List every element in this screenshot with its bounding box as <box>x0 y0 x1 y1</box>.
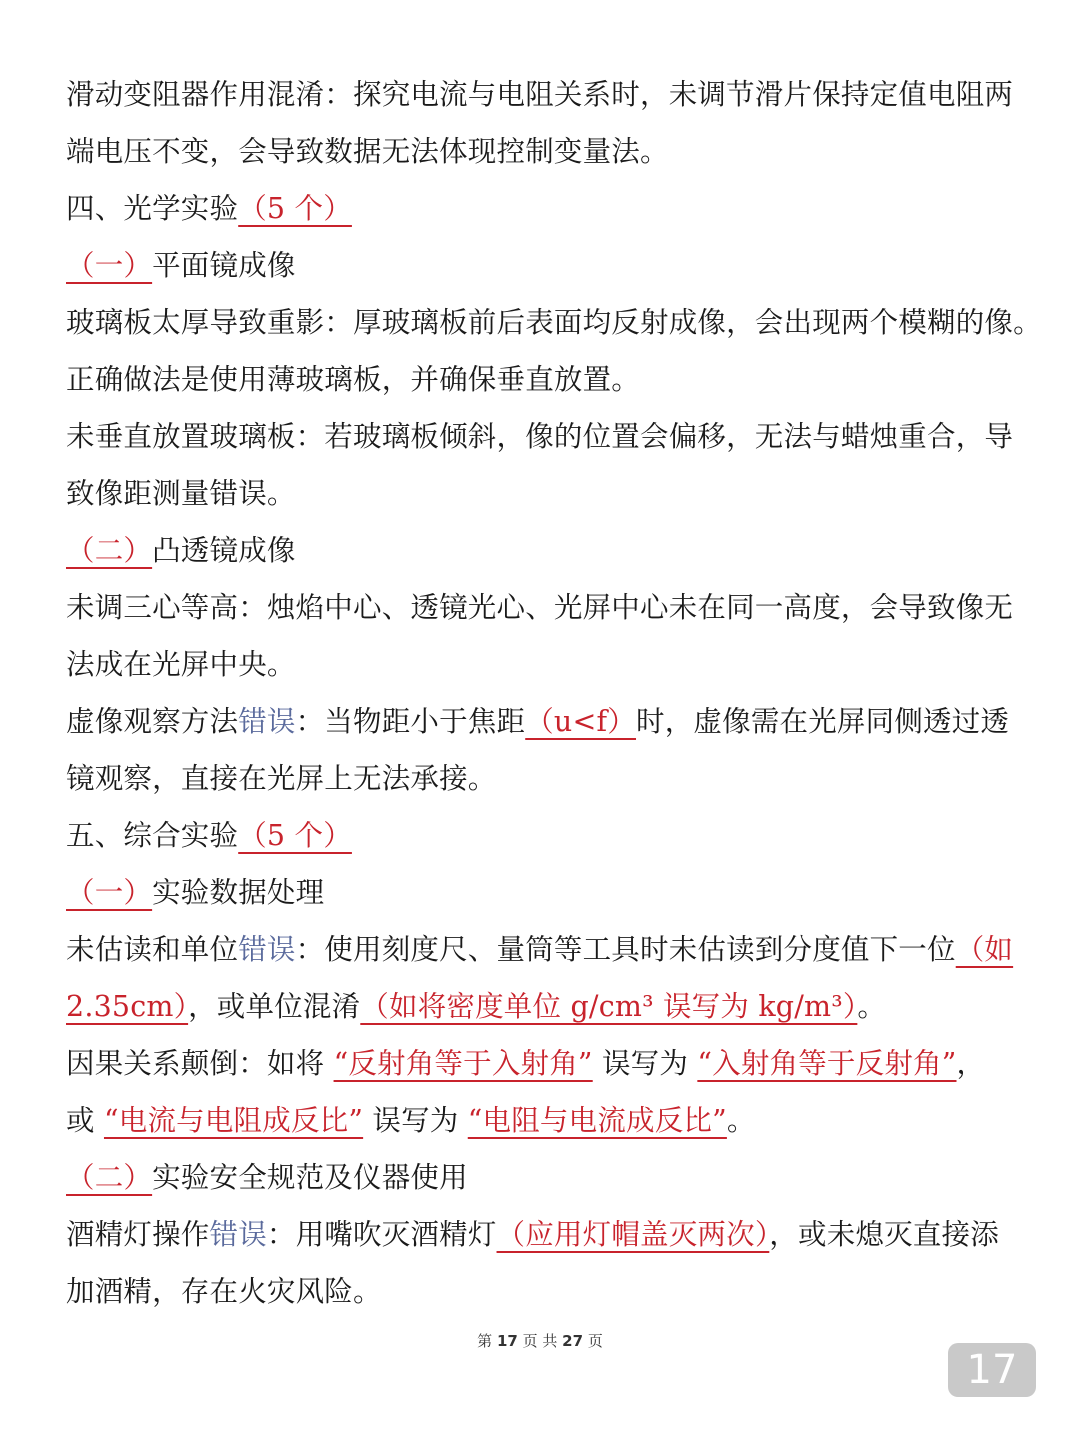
paragraph-line <box>66 123 1016 180</box>
text: 玻璃板太厚导致重影：厚玻璃板前后表面均反射成像，会出现两个模糊的像。 <box>66 306 1042 339</box>
text: 。 <box>726 1104 756 1137</box>
paragraph-line <box>66 579 1016 636</box>
subsection-number: （二） <box>66 1161 153 1194</box>
highlight-text: （u<f） <box>525 705 637 738</box>
paragraph-line <box>66 1035 1016 1092</box>
text: 未垂直放置玻璃板：若玻璃板倾斜，像的位置会偏移，无法与蜡烛重合，导 <box>66 420 1014 453</box>
text: ，或未熄灭直接添 <box>769 1218 999 1251</box>
error-keyword: 错误 <box>238 705 296 738</box>
section-count: （5 个） <box>238 819 352 852</box>
text: ：使用刻度尺、量筒等工具时未估读到分度值下一位 <box>295 933 956 966</box>
text: 未调三心等高：烛焰中心、透镜光心、光屏中心未在同一高度，会导致像无 <box>66 591 1014 624</box>
text: 镜观察，直接在光屏上无法承接。 <box>66 762 497 795</box>
text: 未估读和单位 <box>66 933 239 966</box>
text: 时，虚像需在光屏同侧透过透 <box>636 705 1010 738</box>
subsection-heading <box>66 864 1016 921</box>
paragraph-line <box>66 1092 1016 1149</box>
page-footer <box>0 1330 1080 1351</box>
section-count: （5 个） <box>238 192 352 225</box>
paragraph-line <box>66 693 1016 750</box>
highlight-text: “电流与电阻成反比” <box>103 1104 364 1137</box>
section-heading-comprehensive <box>66 807 1016 864</box>
subsection-number: （一） <box>66 249 153 282</box>
paragraph-line <box>66 465 1016 522</box>
highlight-text: “反射角等于入射角” <box>333 1047 593 1080</box>
section-title: 四、光学实验 <box>66 192 239 225</box>
footer-current-page: 17 <box>496 1332 518 1350</box>
text: ， <box>956 1047 986 1080</box>
text: ：用嘴吹灭酒精灯 <box>266 1218 497 1251</box>
highlight-text: “入射角等于反射角” <box>697 1047 957 1080</box>
subsection-number: （一） <box>66 876 153 909</box>
text: 法成在光屏中央。 <box>66 648 296 681</box>
text: 滑动变阻器作用混淆：探究电流与电阻关系时，未调节滑片保持定值电阻两 <box>66 78 1014 111</box>
text: 虚像观察方法 <box>66 705 239 738</box>
footer-mid: 页 共 <box>522 1332 558 1350</box>
paragraph-line <box>66 1206 1016 1263</box>
page-number-badge: 17 <box>948 1343 1036 1397</box>
text: 因果关系颠倒：如将 <box>66 1047 334 1080</box>
text: 误写为 <box>363 1104 468 1137</box>
text: 正确做法是使用薄玻璃板，并确保垂直放置。 <box>66 363 641 396</box>
subsection-heading <box>66 522 1016 579</box>
highlight-text: “电阻与电流成反比” <box>467 1104 727 1137</box>
paragraph-line <box>66 408 1016 465</box>
text: ，或单位混淆 <box>188 990 361 1023</box>
error-keyword: 错误 <box>238 933 296 966</box>
section-heading-optics <box>66 180 1016 237</box>
text: 。 <box>857 990 887 1023</box>
text: 加酒精，存在火灾风险。 <box>66 1275 382 1308</box>
text: 酒精灯操作 <box>66 1218 210 1251</box>
subsection-title: 实验数据处理 <box>152 876 325 909</box>
text: 误写为 <box>592 1047 698 1080</box>
paragraph-line <box>66 921 1016 978</box>
highlight-text: （如 <box>955 933 1014 966</box>
subsection-title: 平面镜成像 <box>152 249 296 282</box>
text: 致像距测量错误。 <box>66 477 296 510</box>
text: 端电压不变，会导致数据无法体现控制变量法。 <box>66 135 669 168</box>
subsection-number: （二） <box>66 534 153 567</box>
paragraph-line <box>66 1263 1016 1320</box>
document-body <box>66 66 1042 1320</box>
paragraph-line <box>66 978 1016 1035</box>
subsection-heading <box>66 237 1016 294</box>
subsection-heading <box>66 1149 1016 1206</box>
paragraph-line <box>66 66 1016 123</box>
error-keyword: 错误 <box>209 1218 267 1251</box>
footer-total-pages: 27 <box>562 1332 584 1350</box>
highlight-text: 2.35cm） <box>66 990 189 1023</box>
paragraph-line <box>66 294 1042 351</box>
footer-suffix: 页 <box>587 1332 603 1350</box>
section-title: 五、综合实验 <box>66 819 239 852</box>
paragraph-line <box>66 636 1016 693</box>
footer-prefix: 第 <box>477 1332 493 1350</box>
text: 或 <box>66 1104 104 1137</box>
paragraph-line <box>66 351 1016 408</box>
highlight-text: （如将密度单位 g/cm³ 误写为 kg/m³） <box>360 990 858 1023</box>
paragraph-line <box>66 750 1016 807</box>
subsection-title: 实验安全规范及仪器使用 <box>152 1161 468 1194</box>
highlight-text: （应用灯帽盖灭两次） <box>496 1218 770 1251</box>
subsection-title: 凸透镜成像 <box>152 534 296 567</box>
text: ：当物距小于焦距 <box>295 705 526 738</box>
